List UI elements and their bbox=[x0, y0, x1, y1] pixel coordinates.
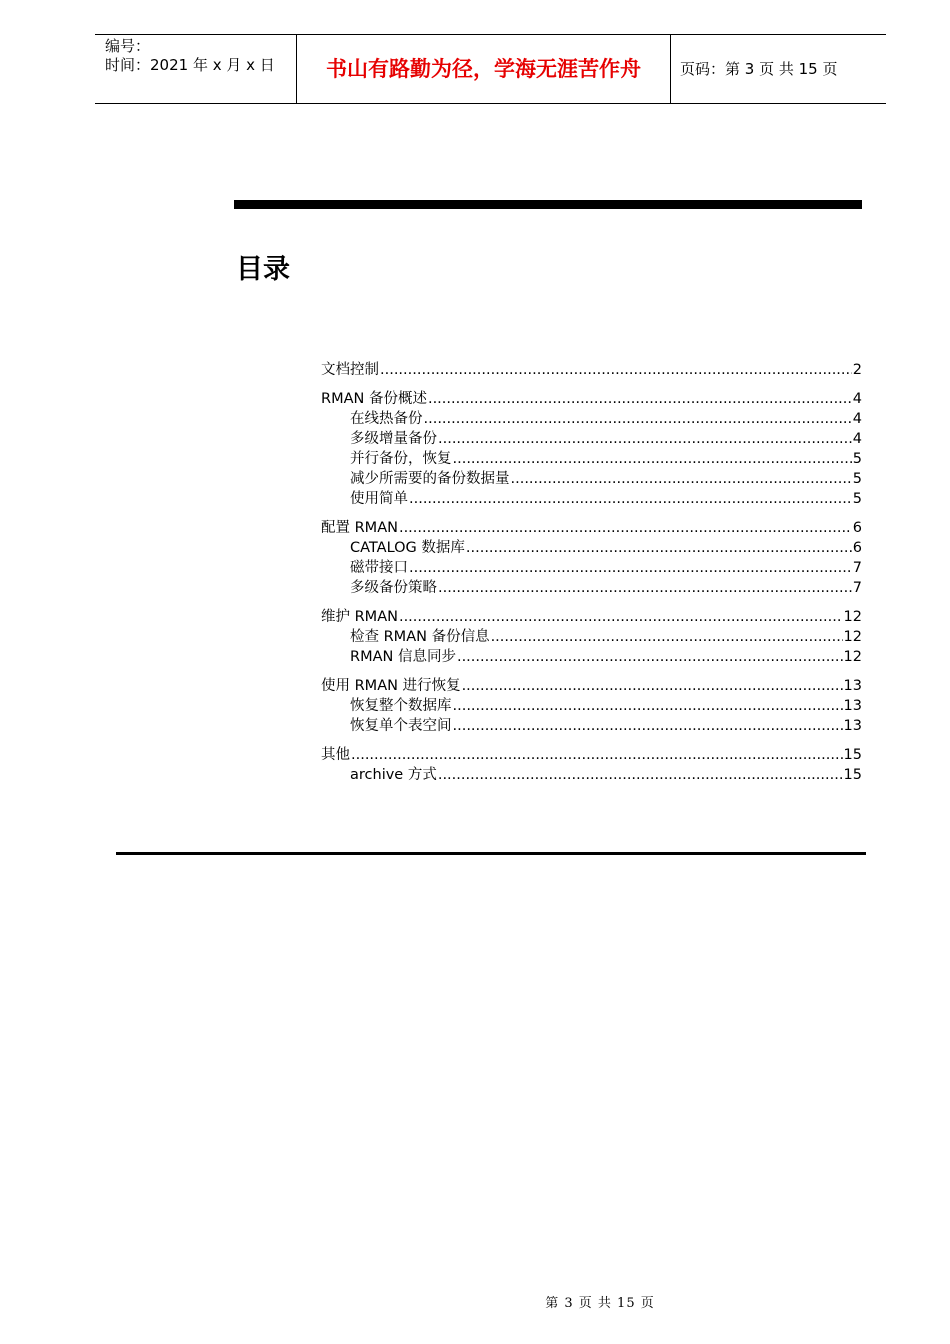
toc-entry-text: 配置 RMAN bbox=[321, 520, 398, 536]
toc-page-number: 15 bbox=[843, 767, 862, 783]
toc-entry-text: 并行备份，恢复 bbox=[350, 451, 452, 467]
toc-page-number: 15 bbox=[843, 747, 862, 763]
toc-entry-text: CATALOG 数据库 bbox=[350, 540, 465, 556]
toc-title: 目录 bbox=[236, 254, 290, 285]
toc-entry-text: 减少所需要的备份数据量 bbox=[350, 471, 510, 487]
toc-entry-text: 多级增量备份 bbox=[350, 431, 437, 447]
toc-dot-leader bbox=[462, 676, 843, 696]
toc-subentry[interactable] bbox=[321, 469, 862, 489]
toc-page-number: 12 bbox=[843, 629, 862, 645]
toc-page-number: 6 bbox=[852, 520, 862, 536]
toc-page-number: 7 bbox=[852, 560, 862, 576]
toc-dot-leader bbox=[409, 489, 852, 509]
toc-dot-leader bbox=[453, 716, 843, 736]
toc-page-number: 5 bbox=[852, 471, 862, 487]
toc-entry-text: 维护 RMAN bbox=[321, 609, 398, 625]
toc-subentry[interactable] bbox=[321, 716, 862, 736]
toc-page-number: 6 bbox=[852, 540, 862, 556]
toc-entry[interactable] bbox=[321, 745, 862, 765]
page-header bbox=[95, 34, 886, 104]
toc-subentry[interactable] bbox=[321, 765, 862, 785]
toc-page-number: 4 bbox=[852, 411, 862, 427]
toc-dot-leader bbox=[438, 429, 852, 449]
toc-dot-leader bbox=[438, 765, 843, 785]
toc-entry-text: 恢复整个数据库 bbox=[350, 698, 452, 714]
toc-page-number: 12 bbox=[843, 609, 862, 625]
toc-dot-leader bbox=[438, 578, 852, 598]
toc-entry-text: 使用简单 bbox=[350, 491, 408, 507]
toc-entry[interactable] bbox=[321, 518, 862, 538]
toc-dot-leader bbox=[453, 449, 852, 469]
toc-subentry[interactable] bbox=[321, 558, 862, 578]
toc-subentry[interactable] bbox=[321, 647, 862, 667]
toc-dot-leader bbox=[457, 647, 843, 667]
toc-page-number: 4 bbox=[852, 391, 862, 407]
toc-page-number: 13 bbox=[843, 678, 862, 694]
toc-entry[interactable] bbox=[321, 607, 862, 627]
footer-page-number: 第 3 页 共 15 页 bbox=[545, 1296, 655, 1311]
toc-subentry[interactable] bbox=[321, 696, 862, 716]
toc-dot-leader bbox=[511, 469, 852, 489]
toc-dot-leader bbox=[424, 409, 852, 429]
toc-entry-text: archive 方式 bbox=[350, 767, 437, 783]
toc-entry-text: 磁带接口 bbox=[350, 560, 408, 576]
document-time-label: 时间：2021 年 x 月 x 日 bbox=[105, 56, 275, 74]
title-top-rule bbox=[234, 200, 862, 209]
toc-entry-text: 在线热备份 bbox=[350, 411, 423, 427]
toc-page-number: 4 bbox=[852, 431, 862, 447]
toc-entry-text: 多级备份策略 bbox=[350, 580, 437, 596]
toc-dot-leader bbox=[399, 518, 852, 538]
toc-entry-text: 文档控制 bbox=[321, 362, 379, 378]
toc-entry-text: 恢复单个表空间 bbox=[350, 718, 452, 734]
toc-subentry[interactable] bbox=[321, 489, 862, 509]
header-page-info: 页码：第 3 页 共 15 页 bbox=[680, 60, 838, 78]
toc-bottom-rule bbox=[116, 852, 866, 855]
toc-page-number: 13 bbox=[843, 718, 862, 734]
toc-entry-text: RMAN 信息同步 bbox=[350, 649, 456, 665]
toc-entry-text: 检查 RMAN 备份信息 bbox=[350, 629, 490, 645]
toc-dot-leader bbox=[466, 538, 852, 558]
toc-entry-text: RMAN 备份概述 bbox=[321, 391, 427, 407]
toc-subentry[interactable] bbox=[321, 627, 862, 647]
toc-subentry[interactable] bbox=[321, 409, 862, 429]
document-number-label: 编号： bbox=[105, 37, 151, 55]
toc-entry-text: 使用 RMAN 进行恢复 bbox=[321, 678, 461, 694]
toc-dot-leader bbox=[409, 558, 852, 578]
toc-page-number: 13 bbox=[843, 698, 862, 714]
toc-subentry[interactable] bbox=[321, 578, 862, 598]
toc-entry[interactable] bbox=[321, 389, 862, 409]
toc-page-number: 5 bbox=[852, 491, 862, 507]
toc-page-number: 5 bbox=[852, 451, 862, 467]
toc-subentry[interactable] bbox=[321, 538, 862, 558]
toc-entry[interactable] bbox=[321, 676, 862, 696]
page-footer bbox=[0, 1292, 950, 1311]
header-info-cell bbox=[95, 35, 297, 103]
toc-page-number: 12 bbox=[843, 649, 862, 665]
toc-entry[interactable] bbox=[321, 360, 862, 380]
toc-dot-leader bbox=[351, 745, 843, 765]
toc-subentry[interactable] bbox=[321, 429, 862, 449]
toc-dot-leader bbox=[380, 360, 852, 380]
toc-page-number: 7 bbox=[852, 580, 862, 596]
toc-dot-leader bbox=[453, 696, 843, 716]
toc-subentry[interactable] bbox=[321, 449, 862, 469]
toc-entry-text: 其他 bbox=[321, 747, 350, 763]
toc-dot-leader bbox=[399, 607, 843, 627]
toc-dot-leader bbox=[428, 389, 852, 409]
toc-page-number: 2 bbox=[852, 362, 862, 378]
toc-dot-leader bbox=[491, 627, 843, 647]
table-of-contents bbox=[321, 360, 862, 785]
header-motto: 书山有路勤为径，学海无涯苦作舟 bbox=[297, 35, 671, 103]
